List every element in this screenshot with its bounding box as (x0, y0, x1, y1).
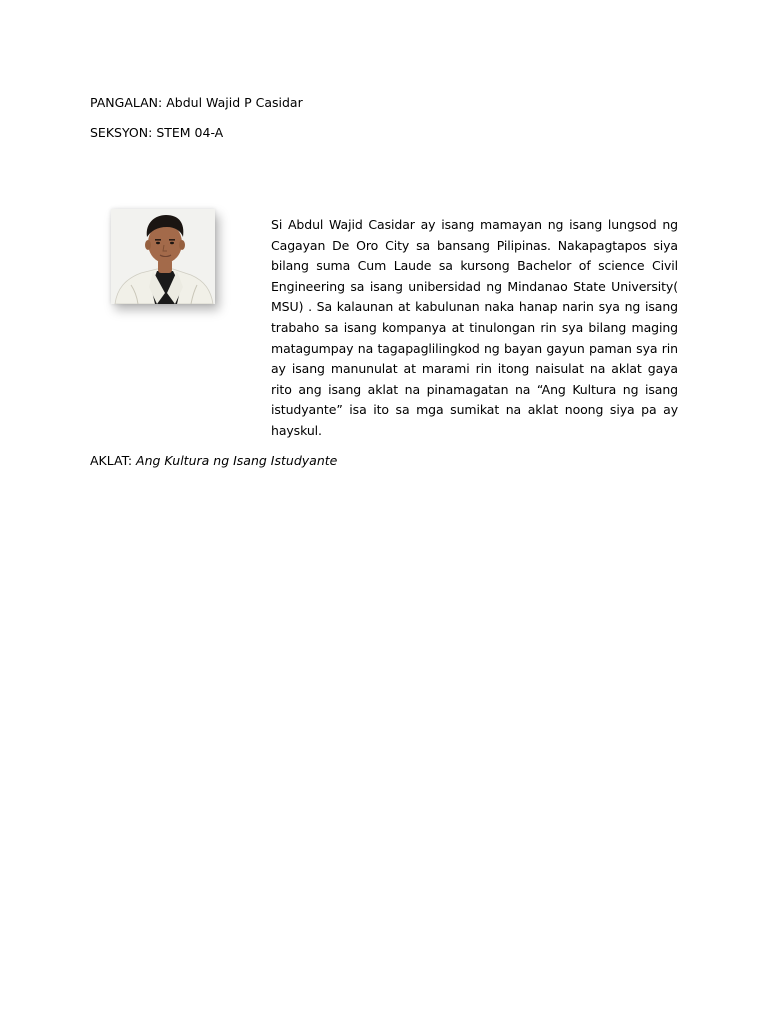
name-value: Abdul Wajid P Casidar (166, 95, 303, 110)
portrait-photo (111, 209, 215, 304)
book-line (90, 452, 337, 470)
section-line (90, 124, 223, 142)
bio-paragraph: Si Abdul Wajid Casidar ay isang mamayan ng isang lungsod ng Cagayan De Oro City sa bansang Pilipinas. Nakapagtapos siya bilang suma Cum Laude sa kursong Bachelor of science Civil Engineering sa isang unibersidad ng Mindanao State University( MSU) . Sa kalaunan at kabulunan naka hanap narin sya ng isang trabaho sa isang kompanya at tinulongan rin sya bilang maging matagumpay na tagapaglilingkod ng bayan gayun paman sya rin ay isang manunulat at marami rin itong naisulat na aklat gaya rito ang isang aklat na pinamagatan na “Ang Kultura ng isang istudyante” isa ito sa mga sumikat na aklat noong siya pa ay hayskul. (271, 217, 678, 438)
name-label: PANGALAN: (90, 95, 163, 110)
section-value: STEM 04-A (156, 125, 224, 140)
book-title: Ang Kultura ng Isang Istudyante (136, 453, 338, 468)
section-label: SEKSYON: (90, 125, 153, 140)
book-label: AKLAT: (90, 453, 133, 468)
name-line (90, 94, 303, 112)
person-photo-icon (111, 209, 215, 304)
